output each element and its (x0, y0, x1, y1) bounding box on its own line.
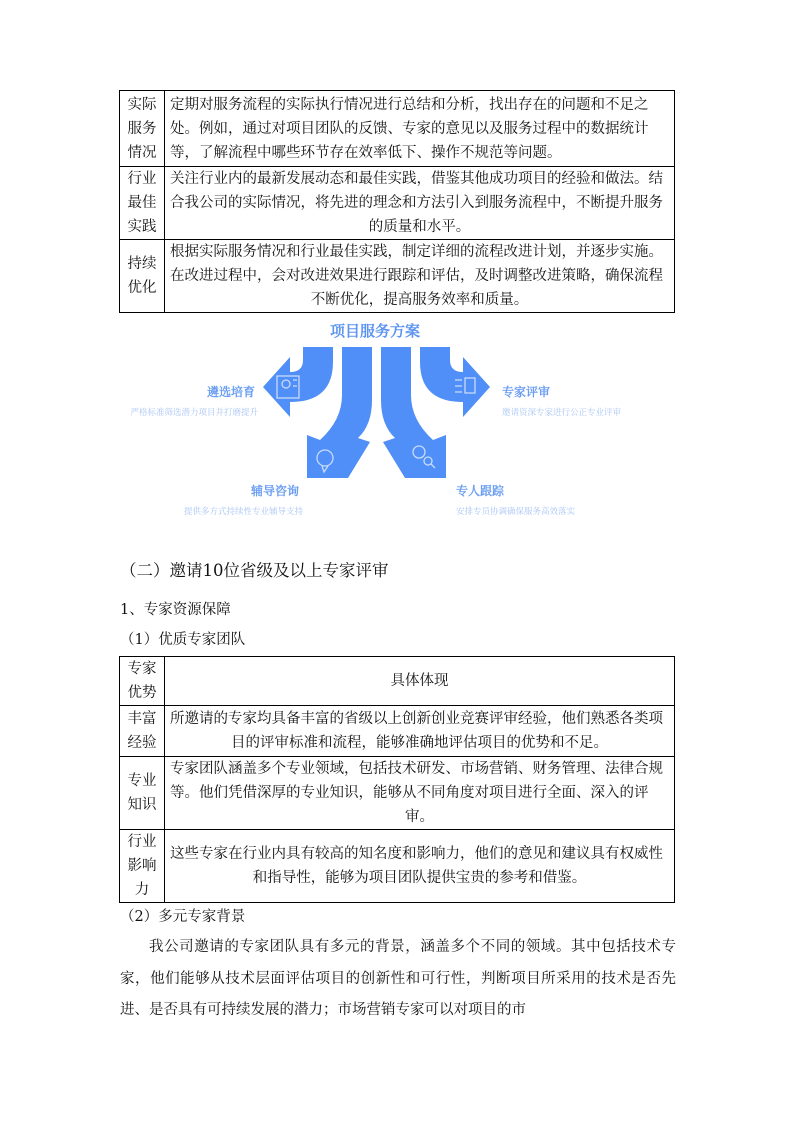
row-key: 持续优化 (120, 240, 165, 313)
row-value: 根据实际服务情况和行业最佳实践，制定详细的流程改进计划，并逐步实施。在改进过程中，会对改进效果进行跟踪和评估，及时调整改进策略，确保流程不断优化，提高服务效率和质量。 (165, 240, 675, 313)
arrow-right-up (420, 347, 490, 417)
row-key: 专业知识 (120, 757, 165, 830)
row-value: 专家团队涵盖多个专业领域，包括技术研发、市场营销、财务管理、法律合规等。他们凭借深厚的专业知识，能够从不同角度对项目进行全面、深入的评审。 (165, 757, 675, 830)
item-label: 辅导咨询 (251, 484, 300, 498)
row-value: 定期对服务流程的实际执行情况进行总结和分析，找出存在的问题和不足之处。例如，通过对项目团队的反馈、专家的意见以及服务过程中的数据统计等，了解流程中哪些环节存在效率低下、操作不规范等问题。 (165, 91, 675, 167)
item-label: 遴选培育 (207, 385, 256, 399)
row-key: 丰富经验 (120, 706, 165, 757)
subheading: （2）多元专家背景 (120, 909, 246, 925)
subheading: 1、专家资源保障 (120, 602, 231, 618)
item-label: 专家评审 (502, 385, 551, 399)
table-row (120, 830, 675, 903)
item-desc: 安排专员协调确保服务高效落实 (456, 507, 576, 517)
item-label: 专人跟踪 (456, 484, 505, 498)
row-value: 所邀请的专家均具备丰富的省级以上创新创业竞赛评审经验，他们熟悉各类项目的评审标准和流程，能够准确地评估项目的优势和不足。 (165, 706, 675, 757)
row-key: 实际服务情况 (120, 91, 165, 167)
row-value: 关注行业内的最新发展动态和最佳实践，借鉴其他成功项目的经验和做法。结合我公司的实际情况，将先进的理念和方法引入到服务流程中，不断提升服务的质量和水平。 (165, 167, 675, 240)
header-key: 专家优势 (120, 657, 165, 706)
subheading: （1）优质专家团队 (120, 632, 246, 648)
item-desc: 提供多方式持续性专业辅导支持 (183, 507, 303, 517)
expert-team-table (119, 656, 675, 903)
header-value: 具体体现 (165, 657, 675, 706)
row-key: 行业最佳实践 (120, 167, 165, 240)
table-header-row (120, 657, 675, 706)
row-key: 行业影响力 (120, 830, 165, 903)
arrow-left-up (263, 347, 333, 417)
row-value: 这些专家在行业内具有较高的知名度和影响力，他们的意见和建议具有权威性和指导性，能够为项目团队提供宝贵的参考和借鉴。 (165, 830, 675, 903)
body-paragraph: 我公司邀请的专家团队具有多元的背景，涵盖多个不同的领域。其中包括技术专家，他们能够从技术层面评估项目的创新性和可行性，判断项目所采用的技术是否先进、是否具有可持续发展的潜力；市场营销专家可以对项目的市 (120, 939, 676, 1018)
table-row (120, 706, 675, 757)
diagram-arrows (0, 0, 793, 540)
item-desc: 严格标准筛选潜力项目并打磨提升 (130, 408, 258, 418)
item-desc: 邀请资深专家进行公正专业评审 (502, 408, 622, 418)
diagram-title: 项目服务方案 (330, 322, 421, 340)
table-row (120, 757, 675, 830)
section-heading: （二）邀请10位省级及以上专家评审 (120, 561, 389, 580)
